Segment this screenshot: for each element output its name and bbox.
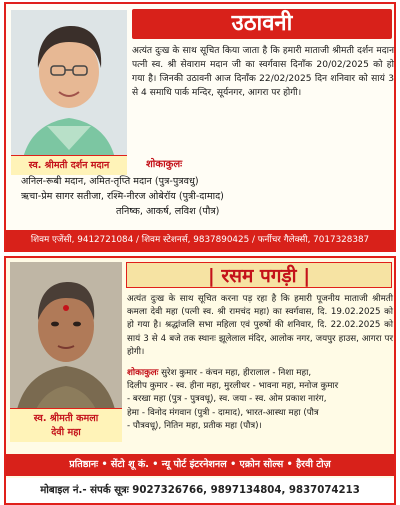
deceased-name-caption: स्व. श्रीमती दर्शन मदान	[11, 155, 127, 175]
sponsor-footer: शिवम एजेंसी, 9412721084 / शिवम स्टेशनर्स, 9837890425 / फर्नीचर गैलेक्सी, 7017328387	[6, 230, 394, 250]
deceased-portrait-photo	[10, 262, 122, 430]
family-list	[127, 367, 393, 433]
notice-title: | रसम पगड़ी |	[126, 262, 392, 288]
uthavni-notice	[4, 2, 396, 252]
caption-line: देवी महा	[51, 427, 81, 438]
notice-title: उठावनी	[132, 9, 392, 39]
sponsor-bar: प्रतिष्ठानः • सेंटो शू कं. • न्यू पोर्ट इंटरनेशनल • एक्रोन सोल्स • हैरवी टोज़	[6, 454, 394, 476]
notice-body-text: अत्यंत दुःख के साथ सूचित करना पड़ रहा है कि हमारी पूजनीय माताजी श्रीमती कमला देवी महा (पत्नी स्व. श्री रामचंद महा) का स्वर्गवास, दि. 19.02.2025 को हो गया है। श्रद्धांजलि सभा महिला एवं पुरुषों की शनिवार, दि. 22.02.2025 को सायं 3 से 4 बजे तक स्थानः झूलेलाल मंदिर, आलोक नगर, जयपुर हाउस, आगरा पर होगी।	[127, 294, 393, 357]
shok-label: शोकाकुलः	[146, 159, 183, 170]
family-line: - बरखा महा (पुत्र - पुत्रवधू), स्व. जया - स्व. ओम प्रकाश नारंग,	[127, 394, 327, 405]
deceased-portrait-photo	[11, 10, 127, 172]
notice-body-text: अत्यंत दुःख के साथ सूचित किया जाता है कि हमारी माताजी श्रीमती दर्शन मदान पत्नी स्व. श्री सेवाराम मदान जी का स्वर्गवास दिनाँक 20/02/2025 को हो गया है। जिनकी उठावनी आज दिनाँक 22/02/2025 दिन शनिवार को सायं 3 से 4 समाधि पार्क मन्दिर, सूर्यनगर, आगरा पर होगी।	[132, 46, 394, 98]
family-list	[16, 174, 392, 219]
family-line: हेमा - विनोद मंगवान (पुत्री - दामाद), भारत-आस्था महा (पौत्र	[127, 407, 319, 418]
family-line: सुरेश कुमार - कंचन महा, हीरालाल - निशा महा,	[161, 368, 312, 378]
family-line: तनिष्क, आकर्ष, लविश (पौत्र)	[116, 206, 220, 217]
shok-label: शोकाकुलः	[127, 368, 159, 378]
caption-line: स्व. श्रीमती कमला	[33, 413, 99, 424]
rasam-pagdi-notice	[4, 256, 396, 505]
deceased-name-caption	[10, 408, 122, 442]
family-line: अनिल-रूबी मदान, अमित-तृप्ति मदान (पुत्र-पुत्रवधु)	[21, 176, 199, 187]
contact-numbers: मोबाइल नं.- संपर्क सूत्रः 9027326766, 9897134804, 9837074213	[6, 478, 394, 503]
family-line: ऋचा-प्रेम सागर सतीजा, रश्मि-नीरज ओबेरॉय (पुत्री-दामाद)	[21, 191, 224, 202]
family-line: दिलीप कुमार - स्व. हीना महा, मुरलीधर - भावना महा, मनोज कुमार	[127, 381, 339, 392]
family-line: - पौत्रवधू), नितिन महा, प्रतीक महा (पौत्र)।	[127, 420, 262, 431]
